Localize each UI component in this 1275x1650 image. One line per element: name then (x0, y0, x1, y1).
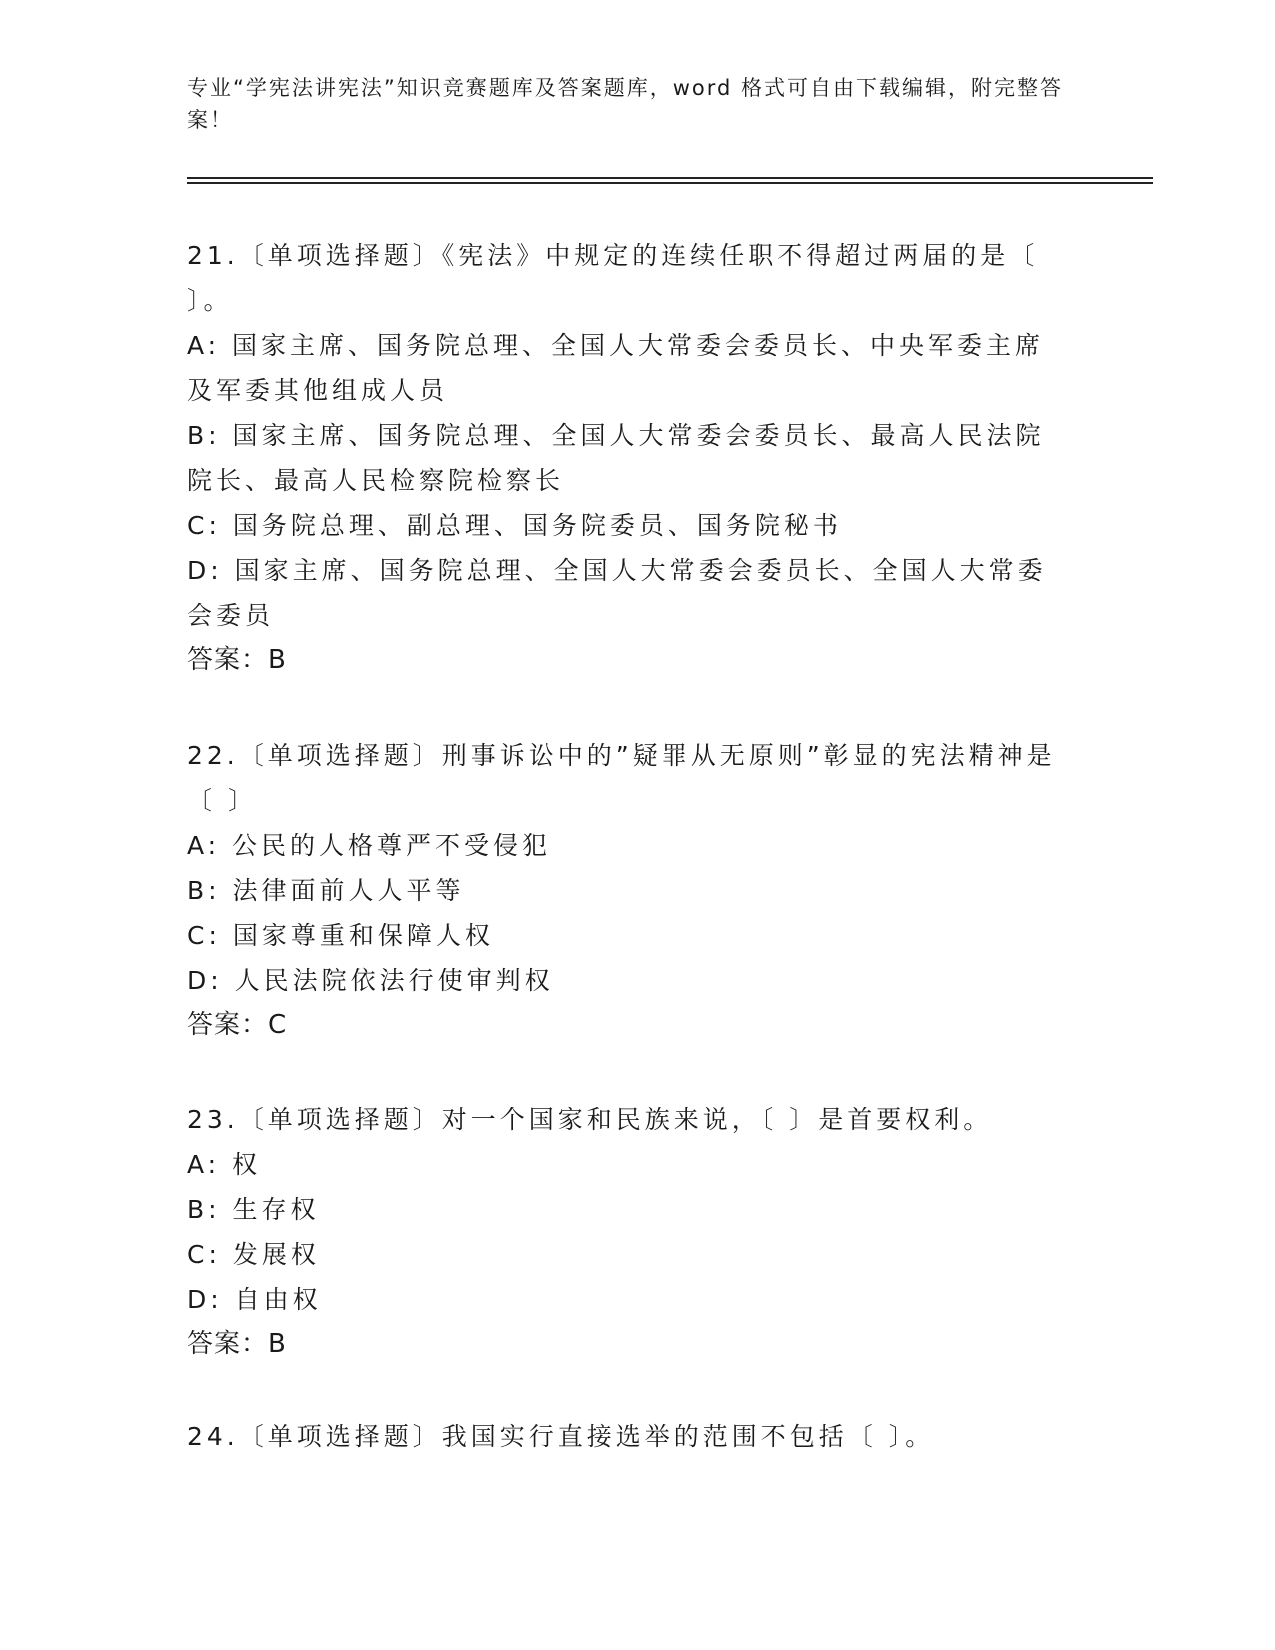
header-divider-second (187, 182, 1153, 184)
header-divider (187, 177, 1153, 179)
option-a: A: 公民的人格尊严不受侵犯 (187, 831, 552, 860)
option-c: C: 国务院总理、副总理、国务院委员、国务院秘书 (187, 511, 842, 540)
question-stem: 23.〔单项选择题〕对一个国家和民族来说，〔 〕是首要权利。 (187, 1105, 993, 1134)
question-24 (187, 1414, 1067, 1459)
option-d: D: 自由权 (187, 1285, 322, 1314)
answer: 答案：B (187, 1329, 287, 1359)
question-21 (187, 233, 1067, 683)
question-23 (187, 1097, 1067, 1367)
answer: 答案：B (187, 645, 287, 675)
option-c: C: 发展权 (187, 1240, 320, 1269)
option-a: A: 权 (187, 1150, 262, 1179)
option-c: C: 国家尊重和保障人权 (187, 921, 494, 950)
option-b: B: 生存权 (187, 1195, 320, 1224)
question-stem: 21.〔单项选择题〕《宪法》中规定的连续任职不得超过两届的是〔 〕。 (187, 241, 1039, 315)
answer: 答案：C (187, 1010, 288, 1040)
question-stem: 24.〔单项选择题〕我国实行直接选举的范围不包括〔 〕。 (187, 1422, 935, 1451)
option-a: A: 国家主席、国务院总理、全国人大常委会委员长、中央军委主席及军委其他组成人员 (187, 331, 1045, 405)
question-22 (187, 733, 1067, 1048)
option-d: D: 国家主席、国务院总理、全国人大常委会委员长、全国人大常委会委员 (187, 556, 1047, 630)
question-stem: 22.〔单项选择题〕刑事诉讼中的”疑罪从无原则”彰显的宪法精神是〔 〕 (187, 741, 1056, 815)
option-d: D: 人民法院依法行使审判权 (187, 966, 554, 995)
option-b: B: 国家主席、国务院总理、全国人大常委会委员长、最高人民法院院长、最高人民检察院检察长 (187, 421, 1045, 495)
document-header: 专业“学宪法讲宪法”知识竞赛题库及答案题库，word 格式可自由下载编辑，附完整答案！ (187, 76, 1064, 132)
option-b: B: 法律面前人人平等 (187, 876, 465, 905)
